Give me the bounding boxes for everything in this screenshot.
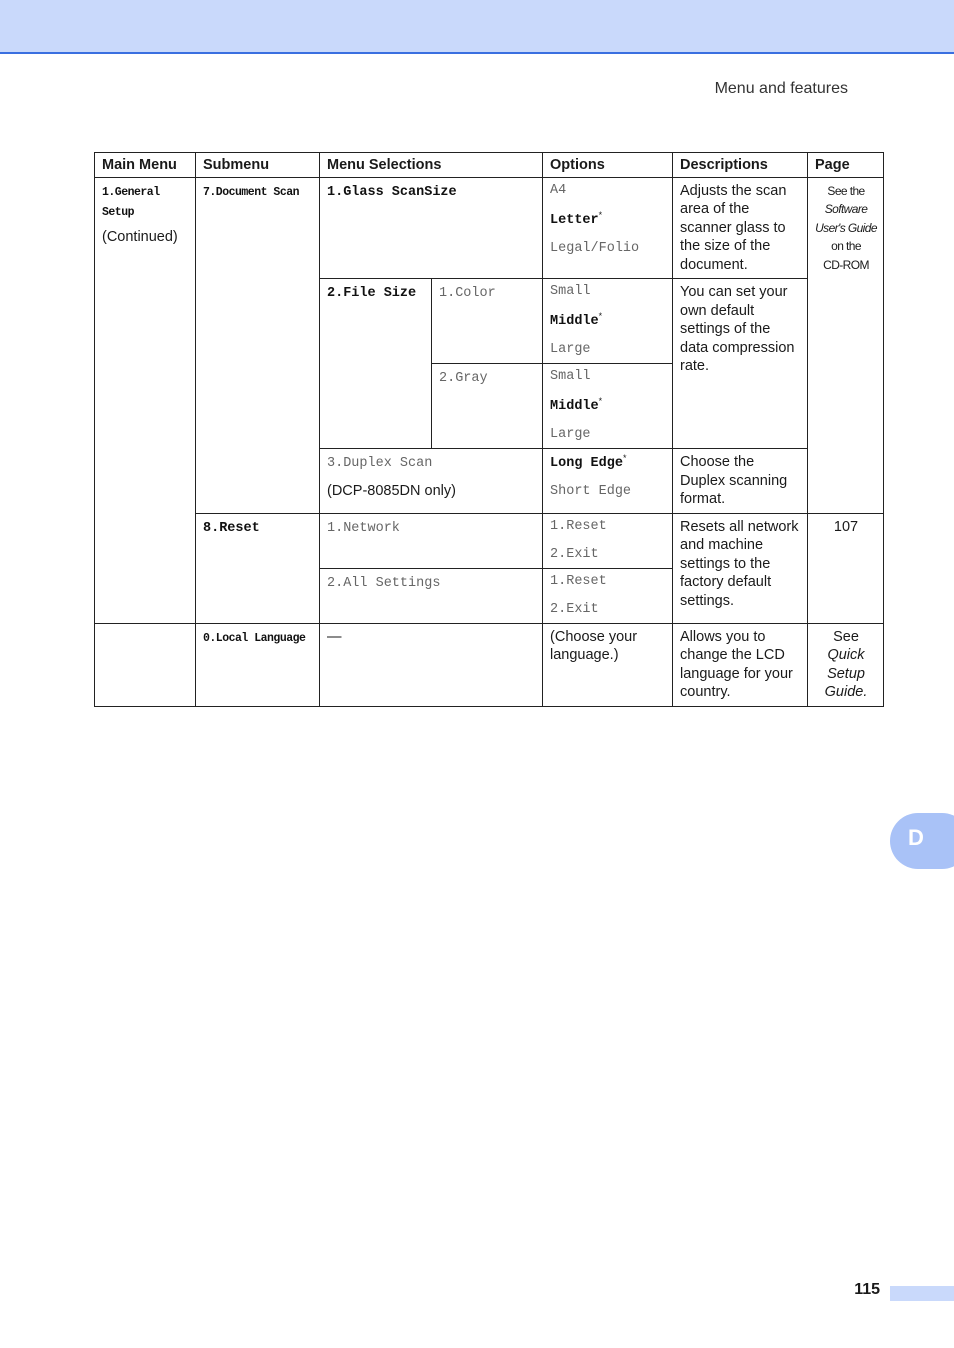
selection-gray: 2.Gray bbox=[432, 364, 543, 449]
option: 2.Exit bbox=[550, 601, 599, 617]
col-page: Page bbox=[808, 153, 884, 178]
option: Large bbox=[550, 342, 591, 357]
chapter-tab bbox=[890, 813, 954, 869]
selection-glass-scansize: 1.Glass ScanSize bbox=[320, 177, 543, 279]
col-options: Options bbox=[543, 153, 673, 178]
option-default: Letter bbox=[550, 212, 599, 228]
options-all-settings bbox=[543, 568, 673, 623]
table-row bbox=[95, 177, 884, 279]
running-title: Menu and features bbox=[714, 80, 848, 97]
page-number-bar bbox=[890, 1286, 954, 1301]
option-default: Middle bbox=[550, 399, 599, 414]
option: 1.Reset bbox=[550, 573, 607, 589]
selection-file-size: 2.File Size bbox=[320, 279, 432, 449]
page-number: 115 bbox=[854, 1281, 880, 1298]
description-file-size: You can set your own default settings of the data compression rate. bbox=[673, 279, 808, 449]
options-color: Small Middle* Large bbox=[543, 279, 673, 364]
table-row bbox=[95, 513, 884, 568]
options-network bbox=[543, 513, 673, 568]
selection-local-language: — bbox=[320, 623, 543, 706]
options-glass: A4 Letter* Legal/Folio bbox=[543, 177, 673, 279]
selection-duplex-scan: 3.Duplex Scan (DCP-8085DN only) bbox=[320, 449, 543, 514]
options-duplex: Long Edge* Short Edge bbox=[543, 449, 673, 514]
description-glass: Adjusts the scan area of the scanner glass to the size of the document. bbox=[673, 177, 808, 279]
option: A4 bbox=[550, 182, 567, 198]
selection-all-settings: 2.All Settings bbox=[320, 568, 543, 623]
top-header-band bbox=[0, 0, 954, 54]
option-default: Long Edge bbox=[550, 456, 623, 471]
description-reset: Resets all network and machine settings to the factory default settings. bbox=[673, 513, 808, 623]
main-menu-note: (Continued) bbox=[102, 228, 178, 245]
duplex-note: (DCP-8085DN only) bbox=[327, 482, 456, 499]
chapter-letter: D bbox=[908, 825, 924, 850]
option: 1.Reset bbox=[550, 518, 607, 534]
page-glass-reference: See the Software User's Guide on the CD-ROM bbox=[808, 177, 884, 513]
description-duplex: Choose the Duplex scanning format. bbox=[673, 449, 808, 514]
menu-table bbox=[94, 152, 884, 707]
main-menu-cell bbox=[95, 177, 196, 623]
table-row bbox=[95, 623, 884, 706]
option: Small bbox=[550, 369, 591, 384]
options-gray: Small Middle* Large bbox=[543, 364, 673, 449]
submenu-document-scan: 7.Document Scan bbox=[196, 177, 320, 513]
option: Large bbox=[550, 427, 591, 442]
col-submenu: Submenu bbox=[196, 153, 320, 178]
submenu-reset: 8.Reset bbox=[196, 513, 320, 623]
col-menu-selections: Menu Selections bbox=[320, 153, 543, 178]
page-reset: 107 bbox=[808, 513, 884, 623]
description-local-language: Allows you to change the LCD language for your country. bbox=[673, 623, 808, 706]
page-local-language: See Quick Setup Guide. bbox=[808, 623, 884, 706]
table-header-row bbox=[95, 153, 884, 178]
col-descriptions: Descriptions bbox=[673, 153, 808, 178]
selection-color: 1.Color bbox=[432, 279, 543, 364]
option: Small bbox=[550, 284, 591, 299]
option: Short Edge bbox=[550, 484, 632, 499]
main-menu-continuation bbox=[95, 623, 196, 706]
col-main-menu: Main Menu bbox=[95, 153, 196, 178]
options-local-language: (Choose your language.) bbox=[543, 623, 673, 706]
selection-network: 1.Network bbox=[320, 513, 543, 568]
option: Legal/Folio bbox=[550, 240, 640, 256]
option: 2.Exit bbox=[550, 546, 599, 562]
submenu-local-language: 0.Local Language bbox=[196, 623, 320, 706]
option-default: Middle bbox=[550, 314, 599, 329]
main-menu-name: 1.General Setup bbox=[102, 185, 160, 219]
